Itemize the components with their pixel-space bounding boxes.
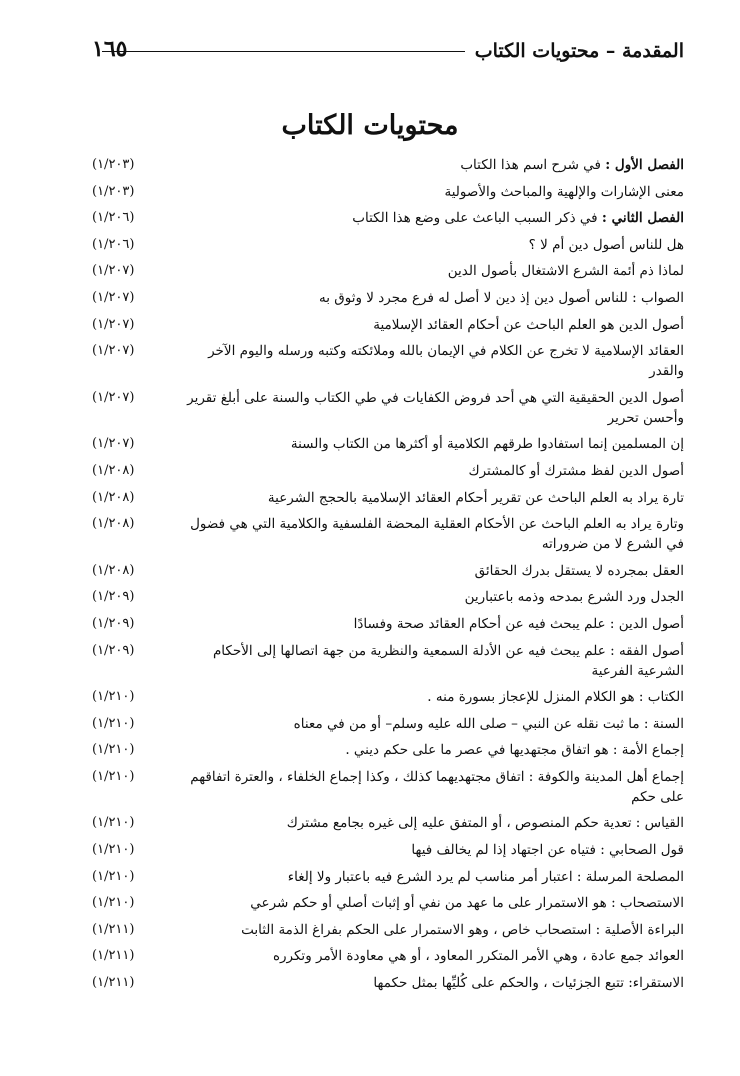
toc-entry-body: في ذكر السبب الباعث على وضع هذا الكتاب <box>352 210 598 227</box>
toc-entry-body: هل للناس أصول دين أم لا ؟ <box>528 236 684 253</box>
toc-entry-page-ref: (١/٢٠٦) <box>92 210 135 226</box>
toc-entry-text <box>174 208 684 228</box>
toc-entry <box>92 488 684 508</box>
toc-entry-text <box>174 561 684 581</box>
toc-entry-text <box>174 946 684 966</box>
toc-entry-text <box>174 867 684 887</box>
page-title: محتويات الكتاب <box>281 110 459 141</box>
toc-entry-page-ref: (١/٢١١) <box>92 948 135 964</box>
toc-entry-page-ref: (١/٢٠٨) <box>92 516 135 532</box>
toc-entry-page-ref: (١/٢١١) <box>92 975 135 991</box>
toc-entry-body: القياس : تعدية حكم المنصوص ، أو المتفق عليه إلى غيره بجامع مشترك <box>286 815 684 832</box>
toc-entry <box>92 461 684 481</box>
toc-entry-body: الاستقراء: تتبع الجزئيات ، والحكم على كُليِّها بمثل حكمها <box>373 975 684 992</box>
toc-entry-page-ref: (١/٢٠٦) <box>92 236 135 252</box>
toc-entry <box>92 893 684 913</box>
toc-entry-text <box>174 641 684 681</box>
toc-entry <box>92 514 684 554</box>
table-of-contents <box>92 155 684 1000</box>
toc-entry-page-ref: (١/٢٠٧) <box>92 263 135 279</box>
toc-entry-page-ref: (١/٢١١) <box>92 921 135 937</box>
toc-entry-page-ref: (١/٢٠٨) <box>92 489 135 505</box>
toc-entry-body: وتارة يراد به العلم الباحث عن الأحكام العقلية المحضة الفلسفية والكلامية التي هي فضول في الشرع لا من ضروراته <box>190 516 684 553</box>
toc-entry-text <box>174 714 684 734</box>
toc-entry-text <box>174 155 684 175</box>
toc-entry <box>92 641 684 681</box>
page-number: ١٦٥ <box>92 36 128 62</box>
toc-entry-page-ref: (١/٢٠٧) <box>92 316 135 332</box>
toc-entry <box>92 740 684 760</box>
toc-entry-body: أصول الفقه : علم يبحث فيه عن الأدلة السمعية والنظرية من جهة اتصالها إلى الأحكام الشرعية الفرعية <box>212 642 684 679</box>
toc-entry <box>92 288 684 308</box>
toc-entry-body: معنى الإشارات والإلهية والمباحث والأصولية <box>444 183 684 200</box>
toc-entry-body: المصلحة المرسلة : اعتبار أمر مناسب لم يرد الشرع فيه باعتبار ولا إلغاء <box>287 868 684 885</box>
toc-entry <box>92 614 684 634</box>
toc-entry-page-ref: (١/٢٠٣) <box>92 183 135 199</box>
toc-entry-page-ref: (١/٢١٠) <box>92 715 135 731</box>
toc-entry <box>92 155 684 175</box>
toc-entry-body: قول الصحابي : فتياه عن اجتهاد إذا لم يخالف فيها <box>411 842 684 859</box>
toc-entry-page-ref: (١/٢٠٧) <box>92 343 135 359</box>
toc-entry-page-ref: (١/٢٠٧) <box>92 389 135 405</box>
toc-entry <box>92 208 684 228</box>
toc-entry-text <box>174 315 684 335</box>
toc-entry-body: إجماع أهل المدينة والكوفة : اتفاق مجتهديهما كذلك ، وكذا إجماع الخلفاء ، والعترة اتفاقهم على حكم <box>190 768 684 805</box>
toc-entry <box>92 714 684 734</box>
toc-entry-body: الاستصحاب : هو الاستمرار على ما عهد من نفي أو إثبات أصلي أو حكم شرعي <box>250 895 684 912</box>
toc-entry-body: تارة يراد به العلم الباحث عن تقرير أحكام العقائد الإسلامية بالحجج الشرعية <box>267 489 684 506</box>
toc-entry-text <box>174 587 684 607</box>
header-rule <box>102 51 465 52</box>
toc-entry-text <box>174 920 684 940</box>
toc-entry-body: العقائد الإسلامية لا تخرج عن الكلام في الإيمان بالله وملائكته وكتبه ورسله واليوم الآخر والقدر <box>208 343 684 380</box>
toc-entry <box>92 182 684 202</box>
toc-entry-text <box>174 488 684 508</box>
toc-entry-text <box>174 261 684 281</box>
toc-entry <box>92 946 684 966</box>
toc-entry-body: أصول الدين لفظ مشترك أو كالمشترك <box>468 462 684 479</box>
toc-entry-text <box>174 687 684 707</box>
toc-entry-body: السنة : ما ثبت نقله عن النبي – صلى الله عليه وسلم– أو من في معناه <box>293 715 684 732</box>
toc-entry-text <box>174 388 684 428</box>
toc-entry-body: أصول الدين هو العلم الباحث عن أحكام العقائد الإسلامية <box>373 316 684 333</box>
toc-entry <box>92 867 684 887</box>
toc-entry-lead: الفصل الثاني : <box>601 210 684 227</box>
toc-entry <box>92 388 684 428</box>
toc-entry-page-ref: (١/٢٠٧) <box>92 289 135 305</box>
toc-entry-body: في شرح اسم هذا الكتاب <box>460 157 601 173</box>
toc-entry <box>92 261 684 281</box>
toc-entry-text <box>174 288 684 308</box>
toc-entry-lead: الفصل الأول : <box>605 157 684 173</box>
running-title: المقدمة – محتويات الكتاب <box>474 40 684 62</box>
toc-entry <box>92 587 684 607</box>
toc-entry-page-ref: (١/٢١٠) <box>92 895 135 911</box>
toc-entry-page-ref: (١/٢١٠) <box>92 742 135 758</box>
toc-entry-page-ref: (١/٢٠٩) <box>92 589 135 605</box>
toc-entry-body: العوائد جمع عادة ، وهي الأمر المتكرر المعاود ، أو هي معاودة الأمر وتكرره <box>272 948 684 965</box>
toc-entry <box>92 687 684 707</box>
toc-entry-page-ref: (١/٢٠٧) <box>92 436 135 452</box>
toc-entry-text <box>174 973 684 993</box>
toc-entry <box>92 973 684 993</box>
toc-entry-body: أصول الدين الحقيقية التي هي أحد فروض الكفايات في طي الكتاب والسنة على أبلغ تقرير وأحسن تحرير <box>187 389 684 426</box>
toc-entry-body: إجماع الأمة : هو اتفاق مجتهديها في عصر ما على حكم ديني . <box>345 742 684 759</box>
toc-entry-body: إن المسلمين إنما استفادوا طرقهم الكلامية أو أكثرها من الكتاب والسنة <box>290 436 684 453</box>
toc-entry-text <box>174 235 684 255</box>
toc-entry <box>92 341 684 381</box>
toc-entry <box>92 840 684 860</box>
toc-entry-page-ref: (١/٢١٠) <box>92 815 135 831</box>
toc-entry-text <box>174 182 684 202</box>
toc-entry <box>92 561 684 581</box>
toc-entry-body: البراءة الأصلية : استصحاب خاص ، وهو الاستمرار على الحكم بفراغ الذمة الثابت <box>241 921 684 938</box>
toc-entry-body: الكتاب : هو الكلام المنزل للإعجاز بسورة منه . <box>427 689 684 706</box>
toc-entry-page-ref: (١/٢٠٩) <box>92 642 135 658</box>
toc-entry <box>92 920 684 940</box>
toc-entry <box>92 767 684 807</box>
toc-entry-text <box>174 614 684 634</box>
toc-entry-text <box>174 767 684 807</box>
toc-entry <box>92 235 684 255</box>
toc-entry-body: الصواب : للناس أصول دين إذ دين لا أصل له فرع مجرد لا وثوق به <box>318 289 684 306</box>
toc-entry-text <box>174 434 684 454</box>
toc-entry-text <box>174 461 684 481</box>
toc-entry-text <box>174 893 684 913</box>
toc-entry-body: لماذا ذم أئمة الشرع الاشتغال بأصول الدين <box>447 263 684 280</box>
toc-entry-body: الجدل ورد الشرع بمدحه وذمه باعتبارين <box>464 589 684 606</box>
toc-entry-text <box>174 514 684 554</box>
toc-entry-text <box>174 840 684 860</box>
toc-entry-page-ref: (١/٢٠٨) <box>92 462 135 478</box>
toc-entry-text <box>174 813 684 833</box>
toc-entry-page-ref: (١/٢١٠) <box>92 768 135 784</box>
toc-entry-page-ref: (١/٢١٠) <box>92 868 135 884</box>
toc-entry-page-ref: (١/٢٠٩) <box>92 615 135 631</box>
toc-entry-text <box>174 341 684 381</box>
toc-entry-body: أصول الدين : علم يبحث فيه عن أحكام العقائد صحة وفسادًا <box>353 615 684 632</box>
toc-entry-body: العقل بمجرده لا يستقل بدرك الحقائق <box>474 562 684 579</box>
toc-entry-page-ref: (١/٢٠٣) <box>92 157 135 172</box>
running-header <box>92 34 684 68</box>
toc-entry-text <box>174 740 684 760</box>
toc-entry-page-ref: (١/٢١٠) <box>92 689 135 705</box>
toc-entry <box>92 434 684 454</box>
toc-entry <box>92 315 684 335</box>
toc-entry-page-ref: (١/٢٠٨) <box>92 562 135 578</box>
toc-entry-page-ref: (١/٢١٠) <box>92 842 135 858</box>
toc-entry <box>92 813 684 833</box>
